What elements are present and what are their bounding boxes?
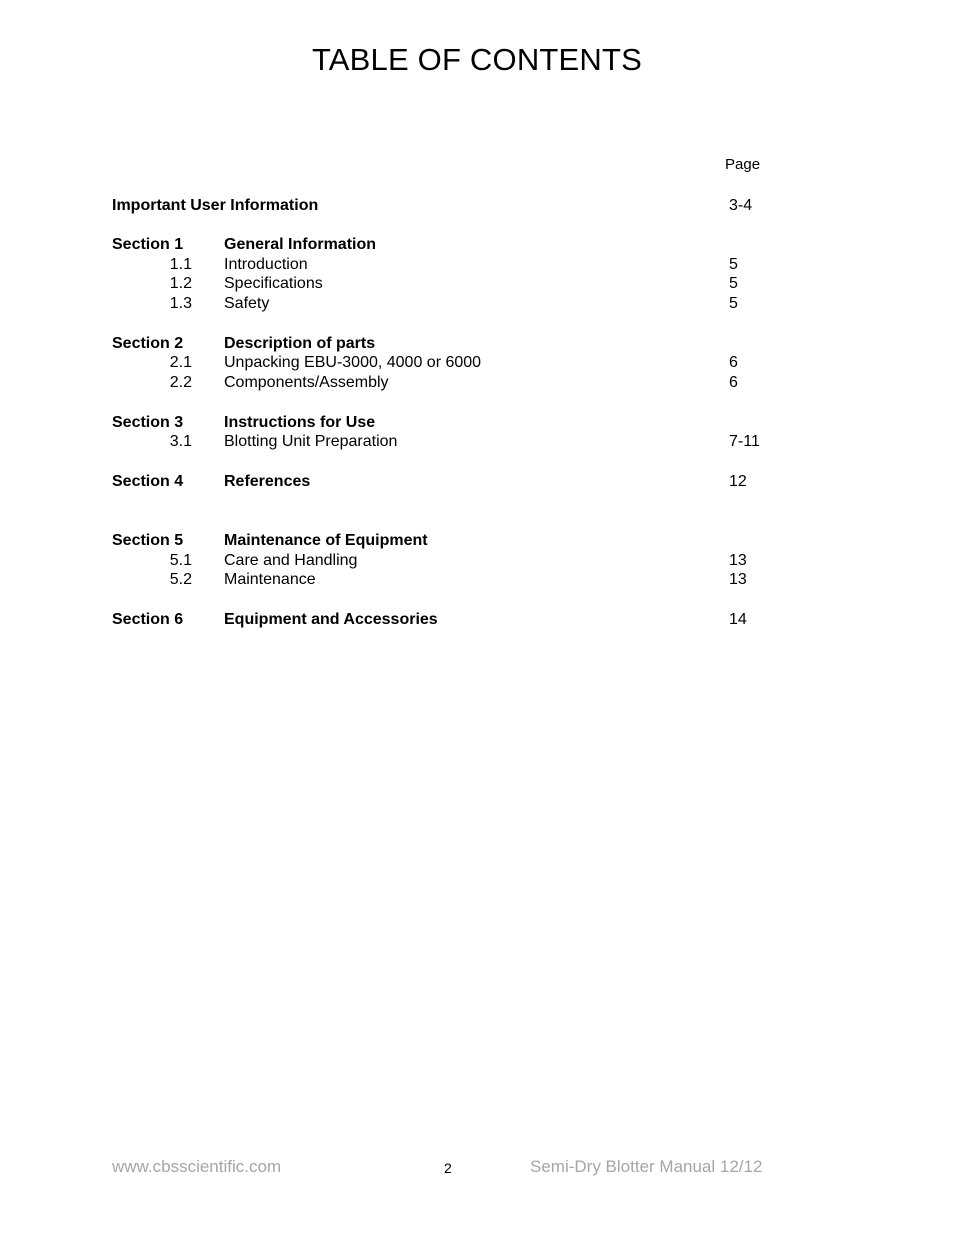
toc-section-3[interactable] <box>0 413 954 433</box>
toc-entry-label: Specifications <box>224 275 323 292</box>
toc-entry-5-1[interactable] <box>0 551 954 571</box>
toc-section-title: Equipment and Accessories <box>224 611 438 628</box>
toc-entry-label: Maintenance <box>224 571 316 588</box>
page-column-header: Page <box>725 156 761 173</box>
toc-section-number: Section 4 <box>112 473 184 490</box>
toc-entry-number: 2.1 <box>169 354 192 371</box>
toc-entry-5-2[interactable] <box>0 570 954 590</box>
footer-website[interactable]: www.cbsscientific.com <box>112 1157 282 1176</box>
toc-section-number: Section 2 <box>112 335 184 352</box>
toc-entry-number: 1.2 <box>169 275 192 292</box>
toc-entry-number: 5.2 <box>169 571 192 588</box>
toc-entry-3-1[interactable] <box>0 432 954 452</box>
footer-page-number: 2 <box>444 1160 452 1176</box>
toc-section-1[interactable] <box>0 235 954 255</box>
toc-section-number: Section 3 <box>112 414 184 431</box>
page-footer <box>0 1157 954 1181</box>
toc-entry-label: Important User Information <box>112 197 319 214</box>
toc-section-title: Description of parts <box>224 335 376 352</box>
toc-entry-number: 1.1 <box>169 256 192 273</box>
toc-entry-label: Introduction <box>224 256 308 273</box>
toc-section-6[interactable] <box>0 610 954 630</box>
toc-entry-2-1[interactable] <box>0 353 954 373</box>
toc-section-number: Section 5 <box>112 532 184 549</box>
toc-section-4[interactable] <box>0 472 954 492</box>
toc-entry-page: 5 <box>729 256 738 273</box>
footer-manual-title: Semi-Dry Blotter Manual 12/12 <box>530 1157 763 1176</box>
toc-entry-1-3[interactable] <box>0 294 954 314</box>
toc-entry-page: 6 <box>729 354 738 371</box>
toc-entry-page: 6 <box>729 374 738 391</box>
toc-entry-label: Blotting Unit Preparation <box>224 433 398 450</box>
toc-entry-page: 7-11 <box>729 433 760 450</box>
toc-entry-number: 2.2 <box>169 374 192 391</box>
toc-section-title: Instructions for Use <box>224 414 376 431</box>
toc-entry-2-2[interactable] <box>0 373 954 393</box>
toc-entry-1-2[interactable] <box>0 274 954 294</box>
toc-entry-page: 13 <box>729 571 747 588</box>
toc-section-title: Maintenance of Equipment <box>224 532 428 549</box>
toc-section-2[interactable] <box>0 334 954 354</box>
toc-entry-number: 3.1 <box>169 433 192 450</box>
toc-entry-number: 1.3 <box>169 295 192 312</box>
toc-entry-label: Care and Handling <box>224 552 358 569</box>
toc-entry-label: Components/Assembly <box>224 374 389 391</box>
toc-section-5[interactable] <box>0 531 954 551</box>
toc-section-number: Section 6 <box>112 611 184 628</box>
toc-section-title: General Information <box>224 236 377 253</box>
toc-entry-label: Unpacking EBU-3000, 4000 or 6000 <box>224 354 482 371</box>
toc-entry-number: 5.1 <box>169 552 192 569</box>
toc-entry-label: Safety <box>224 295 270 312</box>
toc-entry-page: 14 <box>729 611 747 628</box>
toc-section-title: References <box>224 473 311 490</box>
toc-entry-page: 12 <box>729 473 747 490</box>
toc-entry-page: 13 <box>729 552 747 569</box>
toc-entry-page: 3-4 <box>729 197 753 214</box>
toc-entry-page: 5 <box>729 275 738 292</box>
toc-section-number: Section 1 <box>112 236 184 253</box>
toc-entry-page: 5 <box>729 295 738 312</box>
toc-entry-important[interactable] <box>0 196 954 216</box>
toc-entry-1-1[interactable] <box>0 255 954 275</box>
page-title: TABLE OF CONTENTS <box>311 42 643 77</box>
